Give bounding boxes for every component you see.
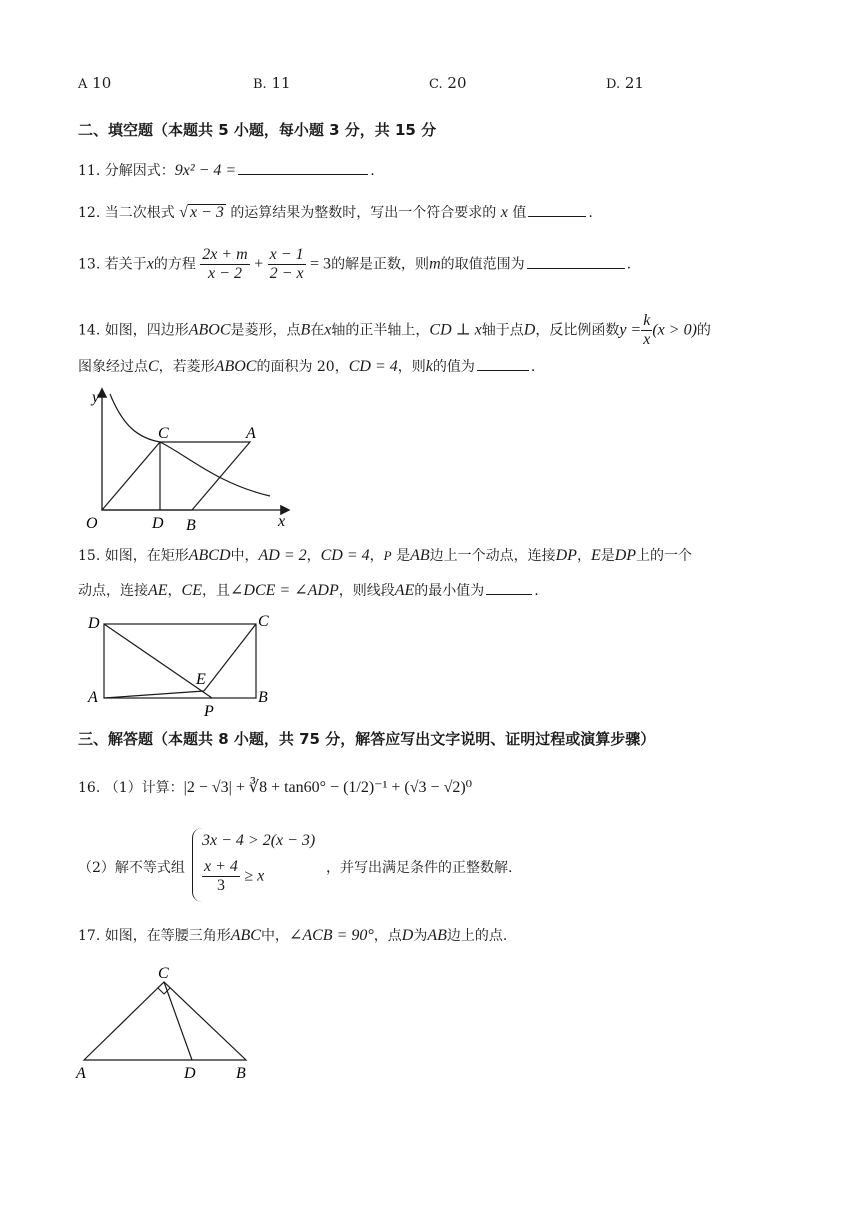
q14-text: ，则 — [397, 359, 426, 375]
q16-number: 16. — [78, 780, 101, 796]
q11-answer-blank[interactable] — [238, 160, 368, 175]
q14-number: 14. — [78, 322, 101, 339]
q12-var-x: x — [500, 204, 508, 221]
option-a-letter: A — [78, 77, 88, 92]
q15-answer-blank[interactable] — [486, 580, 532, 595]
option-a — [78, 74, 111, 92]
question-16-part-2 — [78, 858, 185, 878]
q16-ineq2-rhs: ≥ x — [244, 867, 265, 885]
q16-inequality-1: 3x − 4 > 2(x − 3) — [202, 832, 316, 849]
fig17-label-a: A — [76, 1065, 86, 1082]
option-b-value: 11 — [271, 74, 291, 92]
fig17-label-c: C — [158, 965, 169, 982]
q14-k: k — [425, 358, 433, 375]
q14-text: 的面积为 20， — [256, 359, 349, 375]
option-b — [253, 74, 291, 92]
q12-number: 12. — [78, 205, 101, 221]
q13-fraction-1: $\frac{2x + m}{x - 2}$ — [202, 246, 248, 282]
q14-func-fraction: $\frac{k}{x}$ — [643, 312, 651, 348]
q14-text: 轴的正半轴上， — [331, 322, 430, 339]
option-c-value: 20 — [447, 74, 467, 92]
q17-abc: ABC — [230, 927, 261, 944]
q13-text-c: 的解是正数，则 — [331, 256, 430, 273]
q17-ab: AB — [427, 927, 447, 944]
fig15-label-b: B — [258, 689, 268, 706]
q14-abo: ABOC — [188, 321, 231, 339]
q14-x: x — [324, 321, 332, 339]
q15-e: E — [590, 547, 601, 564]
fig14-label-c: C — [158, 425, 169, 442]
option-d-letter: D. — [606, 77, 621, 92]
q15-ce: CE — [181, 582, 202, 599]
q12-text-b: 的运算结果为整数时，写出一个符合要求的 — [230, 205, 497, 221]
q13-fraction-2: $\frac{x - 1}{2 - x}$ — [269, 246, 304, 282]
option-c — [429, 74, 467, 92]
figure-17 — [74, 960, 274, 1084]
q15-cd-eq: CD = 4 — [320, 547, 370, 564]
q17-d: D — [401, 927, 414, 944]
q15-text: 的最小值为 — [414, 583, 485, 599]
q17-number: 17. — [78, 928, 101, 944]
fig14-label-x: x — [278, 513, 286, 530]
fig15-label-e: E — [196, 671, 206, 688]
q14-answer-blank[interactable] — [477, 356, 529, 371]
q11-number: 11. — [78, 163, 101, 179]
q14-text: ，反比例函数 — [535, 322, 620, 339]
question-12: 12. 当二次根式 √ x − 3 的运算结果为整数时，写出一个符合要求的 x 值 . — [78, 204, 593, 221]
q15-angle-eq: ∠DCE = ∠ADP — [230, 582, 339, 599]
fig14-label-a: A — [246, 425, 256, 442]
q15-text: 如图，在矩形 — [104, 548, 189, 564]
figure-15 — [80, 610, 280, 720]
question-15-line-1: 15. 如图，在矩形ABCD中，AD = 2，CD = 4，P 是AB边上一个动点，连接DP，E是DP上的一个 — [78, 547, 693, 564]
fig14-rhombus — [102, 442, 250, 510]
q15-ab: AB — [410, 547, 430, 564]
fig15-label-a: A — [88, 689, 98, 706]
fig17-cd — [164, 982, 192, 1060]
q14-d: D — [523, 321, 536, 339]
q15-ae: AE — [148, 582, 168, 599]
q15-text: 是 — [600, 548, 615, 564]
fig14-hyperbola — [110, 394, 270, 496]
q16-part2-tail: ，并写出满足条件的正整数解. — [326, 860, 513, 876]
q14-func-cond: (x > 0) — [652, 321, 697, 339]
question-14-line-2: 图象经过点C，若菱形ABOC的面积为 20，CD = 4，则k的值为 . — [78, 358, 536, 375]
q14-func-lhs: y = — [619, 321, 642, 339]
q13-text-d: 的取值范围为 — [440, 256, 525, 273]
q16-inequality-2 — [202, 858, 264, 895]
fig15-rectangle — [104, 624, 256, 698]
fig15-label-p: P — [204, 703, 214, 720]
fig17-label-b: B — [236, 1065, 246, 1082]
q16-ineq2-fraction: $\frac{x + 4}{3}$ — [204, 858, 238, 894]
q13-equals: = 3 — [310, 255, 332, 273]
fig14-label-b: B — [186, 517, 196, 534]
q14-text: 图象经过点 — [78, 359, 148, 375]
q12-answer-blank[interactable] — [528, 202, 586, 217]
q17-text: 边上的点. — [446, 928, 508, 944]
q15-text: 中， — [230, 548, 259, 564]
question-17 — [78, 926, 507, 946]
option-a-value: 10 — [92, 74, 112, 92]
fig14-label-y: y — [92, 389, 100, 406]
option-d-value: 21 — [624, 74, 644, 92]
q15-text: 上的一个 — [636, 548, 693, 564]
q13-var-m: m — [429, 255, 441, 273]
q14-text: 在 — [310, 322, 325, 339]
section-2-title: 二、填空题（本题共 5 小题，每小题 3 分，共 15 分 — [78, 121, 437, 139]
q17-text: 中， — [260, 928, 289, 944]
q14-text: 是菱形，点 — [230, 322, 301, 339]
q17-text: 如图，在等腰三角形 — [104, 928, 231, 944]
q16-part1-label: （1）计算： — [104, 780, 184, 796]
q15-ae: AE — [394, 582, 415, 599]
q14-b: B — [300, 321, 311, 339]
q17-text: 为 — [413, 928, 428, 944]
question-16-part-1 — [78, 778, 472, 798]
q11-expression: 9x² − 4 = — [174, 162, 237, 179]
fig15-ce — [204, 624, 256, 691]
fig17-label-d: D — [184, 1065, 196, 1082]
q17-angle: ∠ACB = 90° — [288, 927, 374, 944]
q14-text: 的值为 — [432, 359, 475, 375]
q12-text-a: 当二次根式 — [104, 205, 175, 221]
figure-14 — [78, 386, 298, 534]
q14-text: 轴于点 — [481, 322, 524, 339]
fig14-label-o: O — [86, 515, 98, 532]
q15-dp: DP — [555, 547, 577, 564]
fig15-label-c: C — [258, 613, 269, 630]
option-c-letter: C. — [429, 77, 443, 92]
question-14-line-1 — [78, 312, 711, 349]
q14-c: C — [148, 358, 159, 375]
q11-text: 分解因式： — [104, 163, 175, 179]
section-3-title: 三、解答题（本题共 8 小题，共 75 分，解答应写出文字说明、证明过程或演算步骤） — [78, 730, 656, 748]
q12-text-c: 值 — [512, 205, 527, 221]
q13-text-b: 的方程 — [153, 256, 196, 273]
q15-p: P — [383, 548, 392, 563]
option-b-letter: B. — [253, 77, 267, 92]
q15-text: 边上一个动点，连接 — [429, 548, 556, 564]
q13-answer-blank[interactable] — [527, 254, 625, 269]
q13-number: 13. — [78, 256, 101, 273]
option-d — [606, 74, 644, 92]
q15-abcd: ABCD — [188, 547, 231, 564]
q12-radicand: x − 3 — [189, 204, 224, 221]
question-15-line-2: 动点，连接AE，CE，且∠DCE = ∠ADP，则线段AE的最小值为 . — [78, 582, 539, 599]
q15-number: 15. — [78, 548, 101, 564]
fig15-label-d: D — [88, 615, 100, 632]
q15-ad-eq: AD = 2 — [258, 547, 307, 564]
q13-text-a: 若关于 — [104, 256, 147, 273]
fig14-label-d: D — [152, 515, 164, 532]
q15-text: ，且 — [202, 583, 230, 599]
fig15-ae — [104, 691, 204, 698]
q14-text: 的 — [696, 322, 711, 339]
question-11: 11. 分解因式：9x² − 4 = . — [78, 162, 375, 179]
q14-cd-eq: CD = 4 — [348, 358, 398, 375]
q14-text: 如图，四边形 — [104, 322, 189, 339]
q16-part2-label: （2）解不等式组 — [78, 860, 185, 876]
q15-text: ，则线段 — [338, 583, 395, 599]
q14-cd-perp: CD ⊥ x — [429, 321, 482, 339]
q16-expression: |2 − √3| + ∛8 + tan60° − (1/2)⁻¹ + (√3 − √2)⁰ — [183, 779, 473, 796]
q17-text: ，点 — [373, 928, 402, 944]
question-13: 13. 若关于x的方程 $\frac{2x + m}{x - 2}$ + $\frac{x - 1}{2 - x}$ = 3的解是正数，则m的取值范围为 . — [78, 246, 632, 282]
q15-text: 是 — [396, 548, 411, 564]
q15-dp: DP — [614, 547, 637, 564]
q14-abo: ABOC — [214, 358, 257, 375]
q15-text: 动点，连接 — [78, 583, 148, 599]
q14-text: ，若菱形 — [158, 359, 215, 375]
q13-var-x: x — [146, 255, 154, 273]
